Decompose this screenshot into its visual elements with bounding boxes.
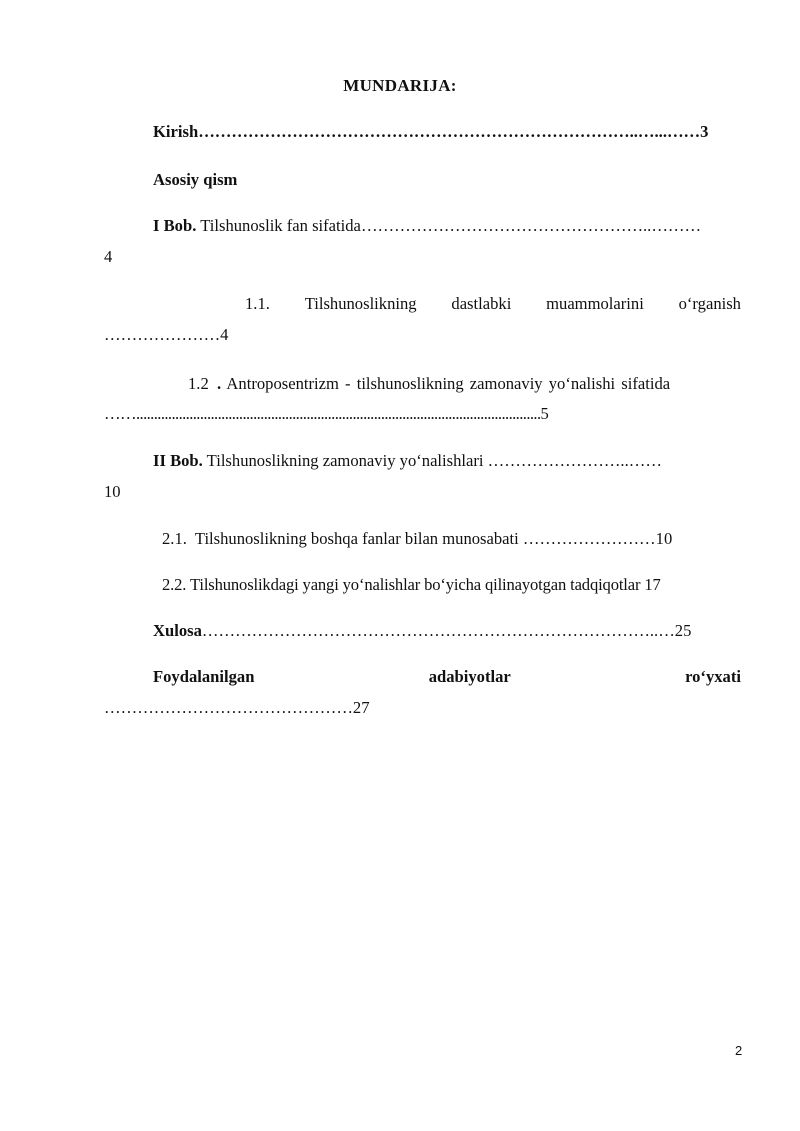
- toc-section-number: 1.2: [188, 374, 209, 393]
- page-number: 2: [735, 1043, 743, 1058]
- toc-entry-kirish[interactable]: [153, 122, 708, 142]
- toc-page-number: 4: [220, 325, 229, 344]
- toc-leader-dots: ………………………………………: [104, 698, 353, 717]
- toc-entry-1-2-cont: [104, 404, 549, 424]
- toc-label: Tilshunoslikning zamonaviy yo‘nalishlari: [202, 451, 488, 470]
- toc-title: MUNDARIJA:: [343, 76, 457, 95]
- toc-entry-bob1[interactable]: [153, 216, 701, 236]
- toc-entry-2-2[interactable]: 2.2. Tilshunoslikdagi yangi yo‘nalishlar bo‘yicha qilinayotgan tadqiqotlar 17: [162, 575, 661, 594]
- toc-entry-1-1-cont: [104, 325, 228, 345]
- toc-chapter-prefix: II Bob.: [153, 451, 203, 470]
- toc-entry-1-1[interactable]: 1.1. Tilshunoslikning dastlabki muammolarini o‘rganish: [245, 294, 741, 313]
- toc-entry-2-1[interactable]: 2.1. Tilshunoslikning boshqa fanlar bilan munosabati ……………………10: [162, 529, 673, 548]
- toc-leader-dots: …………………: [104, 325, 221, 344]
- toc-label: Tilshunoslik fan sifatida: [196, 216, 361, 235]
- toc-entry-adabiyotlar[interactable]: Foydalanilgan adabiyotlar ro‘yxati: [153, 667, 741, 686]
- toc-entry-xulosa[interactable]: [153, 621, 691, 641]
- toc-chapter-prefix: I Bob.: [153, 216, 197, 235]
- toc-leader-dots: ……..................................................................................................................: [104, 404, 541, 423]
- toc-section-number: 1.1.: [245, 294, 270, 313]
- toc-entry-adabiyotlar-cont: [104, 698, 370, 718]
- toc-label: Kirish: [153, 122, 199, 141]
- toc-page-number: 27: [352, 698, 370, 717]
- toc-leader-dots: ……………………..……: [487, 451, 662, 470]
- toc-label: Antroposentrizm - tilshunoslikning zamonaviy yo‘nalishi sifatida: [221, 374, 671, 393]
- toc-leader-dots: ……………………………………………..………: [360, 216, 702, 235]
- toc-page-number: 25: [674, 621, 692, 640]
- toc-page-number: 4: [104, 247, 113, 266]
- toc-label: Xulosa: [153, 621, 202, 640]
- toc-page-number: 10: [104, 482, 121, 501]
- toc-page-number: 5: [540, 404, 549, 423]
- toc-leader-dots: ……………………………………………………………………..…...……: [198, 122, 701, 141]
- toc-entry-1-2[interactable]: 1.2 . Antroposentrizm - tilshunoslikning zamonaviy yo‘nalishi sifatida: [188, 374, 671, 393]
- toc-entry-bob2[interactable]: [153, 451, 662, 471]
- toc-section-heading: Asosiy qism: [153, 170, 238, 189]
- toc-leader-dots: ………………………………………………………………………..…: [201, 621, 675, 640]
- toc-page-number: 3: [700, 122, 709, 141]
